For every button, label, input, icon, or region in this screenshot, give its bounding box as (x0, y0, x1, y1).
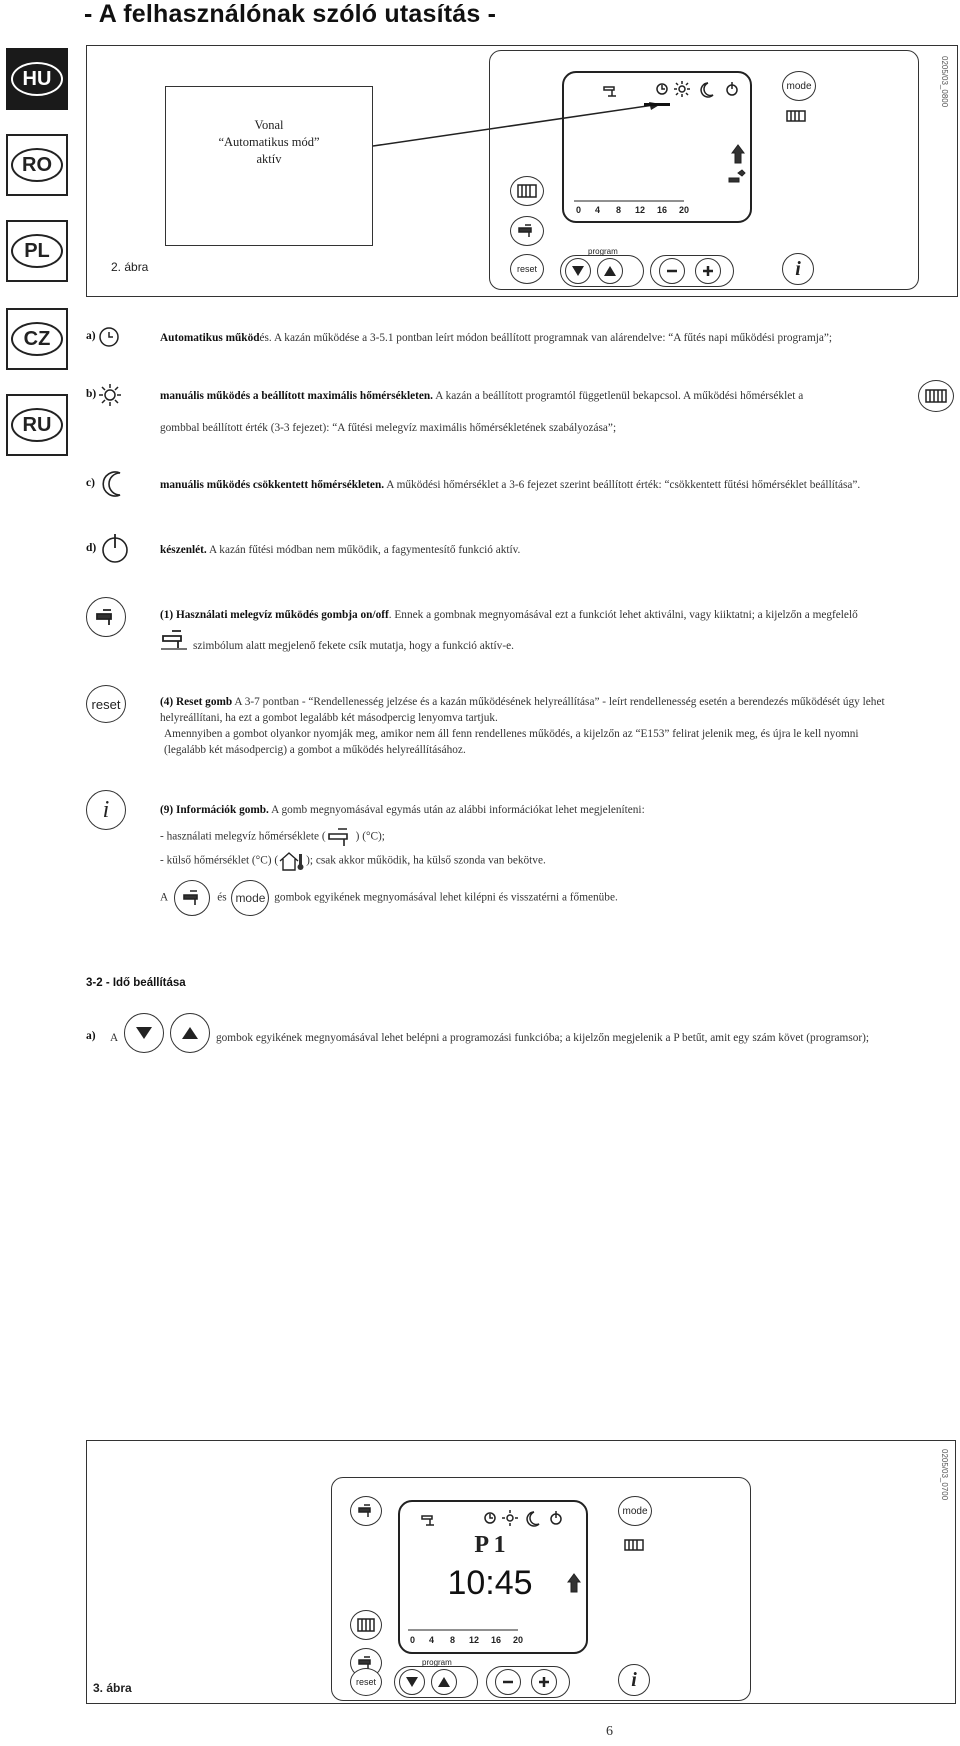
reset-label: reset (91, 696, 121, 712)
tap-icon (94, 607, 118, 627)
mode-b-text-2: gombbal beállított érték (3-3 fejezet): “A fűtési melegvíz maximális hőmérsékletének szabályozása”; (160, 422, 617, 434)
mode-button[interactable] (782, 71, 816, 101)
mode-button[interactable] (618, 1496, 652, 1526)
section-item-a: A (110, 1032, 119, 1044)
mode-d-letter: d) (86, 542, 97, 554)
info-icon: i (631, 1668, 637, 1691)
tap-icon (181, 889, 203, 907)
hot-water-button-icon (86, 597, 126, 637)
callout-line: Vonal (254, 118, 284, 132)
power-icon (100, 532, 130, 564)
moon-icon (102, 470, 126, 498)
radiator-icon (786, 109, 806, 123)
hot-water-button-icon (174, 880, 210, 916)
language-tab-ro[interactable] (6, 134, 68, 196)
display-time: 10:45 (447, 1564, 533, 1602)
sun-icon (98, 383, 122, 407)
mode-a-letter: a) (86, 330, 96, 342)
tap-icon (326, 826, 356, 848)
hot-water-button[interactable] (510, 216, 544, 246)
reset-button-icon (86, 685, 126, 723)
svg-text:8: 8 (450, 1635, 456, 1645)
svg-text:4: 4 (429, 1635, 435, 1645)
svg-text:16: 16 (657, 205, 668, 215)
language-tab-cz[interactable] (6, 308, 68, 370)
arrow-down-icon (405, 1676, 419, 1688)
info-line-1: - használati melegvíz hőmérséklete ( ) (°C); (160, 826, 950, 848)
language-tab-ru[interactable] (6, 394, 68, 456)
down-button[interactable] (399, 1669, 425, 1695)
info-text: (9) Információk gomb. A gomb megnyomásával egymás után az alábbi információkat lehet megjeleníteni: (160, 804, 645, 816)
language-tab-pl[interactable] (6, 220, 68, 282)
house-thermometer-icon (278, 850, 306, 872)
language-code: CZ (11, 322, 63, 356)
mode-d-text: készenlét. A kazán fűtési módban nem működik, a fagymentesítő funkció aktív. (160, 544, 521, 556)
plus-button[interactable] (531, 1669, 557, 1695)
section-item-letter: a) (86, 1030, 96, 1042)
arrow-up-icon (437, 1676, 451, 1688)
minus-icon (501, 1675, 515, 1689)
plus-minus-group (650, 255, 734, 287)
radiator-icon (516, 183, 538, 199)
mode-label: mode (786, 80, 812, 92)
reset-button[interactable] (510, 254, 544, 284)
language-tab-hu[interactable] (6, 48, 68, 110)
info-button[interactable] (782, 253, 814, 285)
reset-label: reset (516, 264, 537, 274)
info-line-3: A és mode gombok egyikének megnyomásával lehet kilépni és visszatérni a főmenübe. (160, 880, 950, 916)
mode-c-letter: c) (86, 477, 95, 489)
arrow-down-icon (571, 265, 585, 277)
lcd-display (398, 1500, 588, 1654)
plus-minus-group (486, 1666, 570, 1698)
down-button-icon (124, 1013, 164, 1053)
tap-icon (516, 223, 538, 239)
program-label: program (422, 1658, 452, 1667)
figure-code: 0205/03_0800 (940, 56, 949, 108)
program-label: program (588, 247, 618, 256)
info-icon: i (795, 257, 801, 280)
hot-water-text-2: szimbólum alatt megjelenő fekete csík mutatja, hogy a funkció aktív-e. (193, 640, 514, 652)
reset-text-4: (legalább két másodpercig) a gombot a működés helyreállításához. (164, 744, 466, 756)
heating-button[interactable] (510, 176, 544, 206)
callout-line: aktív (256, 152, 282, 166)
up-button[interactable] (597, 258, 623, 284)
svg-text:12: 12 (469, 1635, 480, 1645)
svg-text:4: 4 (595, 205, 601, 215)
program-button-group (394, 1666, 478, 1698)
mode-label: mode (235, 891, 266, 905)
minus-icon (665, 264, 679, 278)
figure-caption: 3. ábra (93, 1681, 132, 1695)
plus-icon (701, 264, 715, 278)
reset-text-3: Amennyiben a gombot olyankor nyomják meg, amikor nem áll fenn rendellenes működés, a kijelzőn az “E153” felirat jelenik meg, és újra le kell nyomni (164, 728, 859, 740)
tap-icon (356, 1503, 376, 1519)
reset-text: (4) Reset gomb A 3-7 pontban - “Rendellenesség jelzése és a kazán működésének helyreállítása” - leírt rendellenesség esetén a berendezés működését úgy lehet (160, 696, 885, 708)
minus-button[interactable] (495, 1669, 521, 1695)
heating-temperature-button (918, 380, 954, 412)
control-panel (489, 50, 919, 290)
lcd-symbols (564, 73, 754, 225)
program-button-group (560, 255, 644, 287)
display-program: P 1 (474, 1532, 506, 1558)
minus-button[interactable] (659, 258, 685, 284)
svg-text:0: 0 (576, 205, 582, 215)
info-icon: i (102, 796, 110, 823)
figure-code: 0205/03_0700 (940, 1449, 949, 1501)
down-button[interactable] (565, 258, 591, 284)
reset-button[interactable] (350, 1668, 382, 1696)
arrow-up-icon (603, 265, 617, 277)
radiator-icon (924, 388, 948, 404)
figure-2 (86, 45, 958, 297)
up-button[interactable] (431, 1669, 457, 1695)
section-item-text: gombok egyikének megnyomásával lehet belépni a programozási funkcióba; a kijelzőn megjelenik a P betűt, amit egy szám követ (programsor); (216, 1032, 870, 1044)
hot-water-button[interactable] (350, 1496, 382, 1526)
mode-c-text: manuális működés csökkentett hőmérsékleten. A működési hőmérséklet a 3-6 fejezet szerint beállított érték: “csökkentett fűtési hőmérséklet beállítása”. (160, 479, 861, 491)
heating-button[interactable] (350, 1610, 382, 1640)
figure-caption: 2. ábra (111, 260, 149, 274)
info-line-2: - külső hőmérséklet (°C) ( ); csak akkor működik, ha külső szonda van bekötve. (160, 850, 950, 872)
tap-icon (160, 628, 190, 650)
svg-text:12: 12 (635, 205, 646, 215)
mode-label: mode (622, 1505, 648, 1517)
arrow-up-icon (181, 1026, 199, 1040)
svg-text:16: 16 (491, 1635, 502, 1645)
section-heading: 3-2 - Idő beállítása (86, 977, 186, 989)
language-code: PL (11, 234, 63, 268)
plus-button[interactable] (695, 258, 721, 284)
control-panel (331, 1477, 751, 1701)
clock-icon (98, 326, 120, 348)
hot-water-text: (1) Használati melegvíz működés gombja on/off. Ennek a gombnak megnyomásával ezt a funkciót lehet aktiválni, vagy kiiktatni; a kijelzőn a megfelelő (160, 609, 858, 621)
mode-b-text: manuális működés a beállított maximális hőmérsékleten. A kazán a beállított programtól függetlenül bekapcsol. A működési hőmérséklet a (160, 390, 804, 402)
lcd-display (562, 71, 752, 223)
reset-text-2: helyreállítani, ha ezt a gombot legalább két másodpercig lenyomva tartjuk. (160, 712, 498, 724)
info-button-icon (86, 790, 126, 830)
svg-text:0: 0 (410, 1635, 416, 1645)
svg-text:20: 20 (513, 1635, 524, 1645)
info-button[interactable] (618, 1664, 650, 1696)
page-number: 6 (606, 1724, 613, 1739)
mode-b-letter: b) (86, 388, 97, 400)
mode-button-icon (231, 880, 269, 916)
arrow-down-icon (135, 1026, 153, 1040)
radiator-icon (624, 1538, 644, 1552)
language-code: RU (11, 408, 63, 442)
callout-line: “Automatikus mód” (218, 135, 320, 149)
page-title: - A felhasználónak szóló utasítás - (84, 0, 497, 28)
language-code: HU (11, 62, 63, 96)
svg-text:8: 8 (616, 205, 622, 215)
reset-label: reset (355, 1677, 376, 1687)
plus-icon (537, 1675, 551, 1689)
svg-text:20: 20 (679, 205, 690, 215)
mode-a-text: Automatikus működés. A kazán működése a 3-5.1 pontban leírt módon beállított programnak van alárendelve: “A fűtés napi működési programja”; (160, 332, 833, 344)
language-code: RO (11, 148, 63, 182)
figure-3 (86, 1440, 956, 1704)
up-button-icon (170, 1013, 210, 1053)
radiator-icon (356, 1617, 376, 1633)
